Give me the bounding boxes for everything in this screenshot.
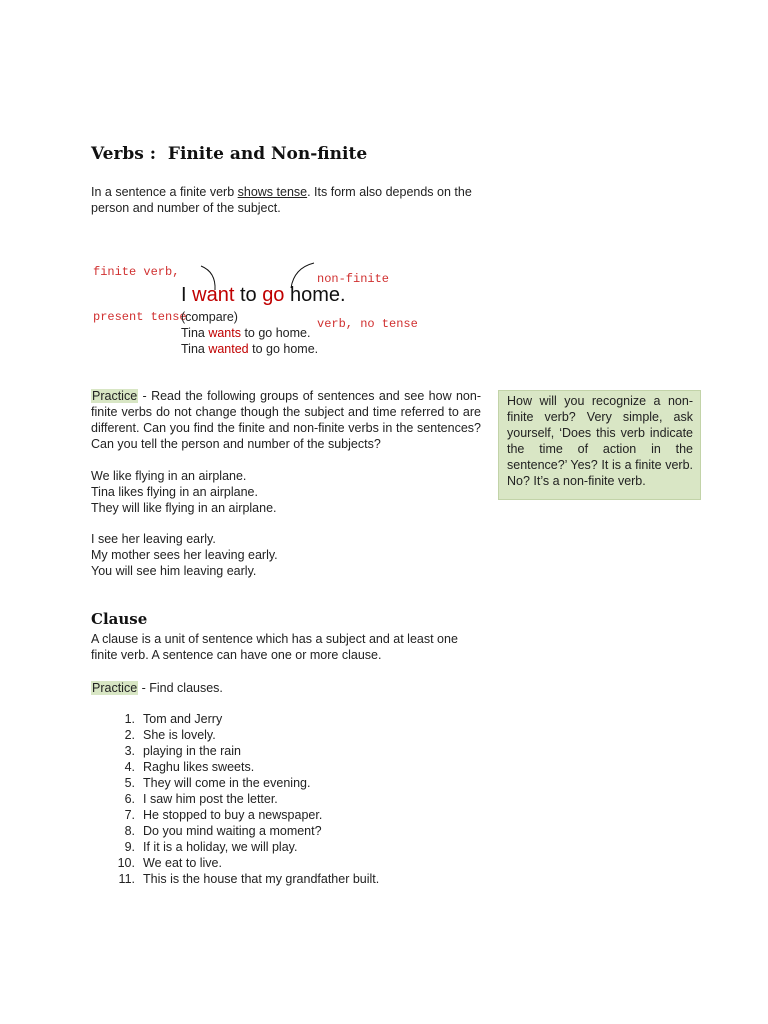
sentence: They will like flying in an airplane. (91, 501, 277, 515)
list-item (105, 807, 379, 823)
compare-text: to go home. (248, 342, 319, 356)
example-finite-verb: want (192, 284, 235, 306)
list-number: 10. (117, 856, 135, 870)
list-item (105, 775, 379, 791)
list-item (105, 727, 379, 743)
compare-text: Tina (181, 342, 209, 356)
intro-paragraph (91, 184, 481, 216)
sentence: We like flying in an airplane. (91, 469, 247, 483)
compare-text: Tina (181, 326, 209, 340)
list-number: 6. (124, 792, 135, 806)
example-sentence (181, 282, 346, 308)
list-number: 11. (118, 872, 135, 886)
list-number: 3. (124, 744, 135, 758)
list-item (105, 871, 379, 887)
list-text: This is the house that my grandfather built. (143, 872, 380, 886)
list-number: 4. (124, 760, 135, 774)
compare-line (181, 325, 318, 341)
compare-block (181, 309, 318, 357)
list-item (105, 711, 379, 727)
list-text: If it is a holiday, we will play. (143, 840, 298, 854)
intro-underlined-text: shows tense (237, 185, 308, 199)
sentence-group-2 (91, 531, 278, 579)
list-number: 7. (124, 808, 135, 822)
compare-text: to go home. (240, 326, 311, 340)
list-text: I saw him post the letter. (143, 792, 278, 806)
compare-verb: wanted (208, 342, 249, 356)
nonfinite-annotation-line: non-finite (317, 272, 390, 286)
compare-verb: wants (208, 326, 241, 340)
list-text: Do you mind waiting a moment? (143, 824, 322, 838)
example-nonfinite-verb: go (262, 284, 285, 306)
list-text: She is lovely. (143, 728, 216, 742)
sentence: You will see him leaving early. (91, 564, 257, 578)
nonfinite-annotation-line: verb, no tense (317, 317, 418, 331)
list-item (105, 823, 379, 839)
finite-annotation-line: present tense (93, 310, 187, 324)
list-item (105, 791, 379, 807)
clause-practice (91, 680, 481, 696)
practice-label: Practice (92, 389, 138, 403)
clause-heading: Clause (91, 610, 148, 628)
list-item (105, 759, 379, 775)
list-number: 1. (124, 712, 135, 726)
practice-paragraph (91, 388, 481, 452)
example-word: to (239, 284, 257, 306)
list-item (105, 855, 379, 871)
list-number: 9. (124, 840, 135, 854)
list-text: He stopped to buy a newspaper. (143, 808, 323, 822)
list-number: 8. (124, 824, 135, 838)
intro-text-end: . Its form also depends on the person and number of the subject. (91, 185, 472, 215)
sentence: My mother sees her leaving early. (91, 548, 278, 562)
sentence: Tina likes flying in an airplane. (91, 485, 258, 499)
sentence: I see her leaving early. (91, 532, 216, 546)
list-number: 2. (124, 728, 135, 742)
list-text: We eat to live. (143, 856, 222, 870)
practice-text: - Read the following groups of sentences and see how non-finite verbs do not change though the subject and time referred to are different. Can you find the finite and non-finite verbs in the sentences? Can you tell the person and number of the subjects? (91, 389, 481, 451)
list-text: playing in the rain (143, 744, 241, 758)
tip-box (498, 390, 701, 500)
practice-label: Practice (92, 681, 138, 695)
finite-annotation-line: finite verb, (93, 265, 180, 279)
practice-text: - Find clauses. (138, 681, 223, 695)
sentence-group-1 (91, 468, 277, 516)
example-word: home. (290, 284, 346, 306)
list-number: 5. (124, 776, 135, 790)
clause-list (105, 711, 379, 887)
page-title: Verbs : Finite and Non-finite (91, 144, 368, 164)
list-text: They will come in the evening. (143, 776, 311, 790)
clause-definition: A clause is a unit of sentence which has a subject and at least one finite verb. A sentence can have one or more clause. (91, 632, 458, 662)
example-word: I (181, 284, 187, 306)
compare-label: (compare) (181, 310, 238, 324)
finite-annotation (93, 235, 187, 340)
list-item (105, 743, 379, 759)
list-text: Tom and Jerry (143, 712, 223, 726)
compare-line (181, 341, 318, 357)
list-text: Raghu likes sweets. (143, 760, 255, 774)
tip-text: How will you recognize a non-finite verb? Very simple, ask yourself, ‘Does this verb indicate the time of action in the sentence?’ Yes? It is a finite verb. No? It’s a non-finite verb. (507, 394, 693, 488)
intro-text: In a sentence a finite verb (91, 185, 238, 199)
list-item (105, 839, 379, 855)
